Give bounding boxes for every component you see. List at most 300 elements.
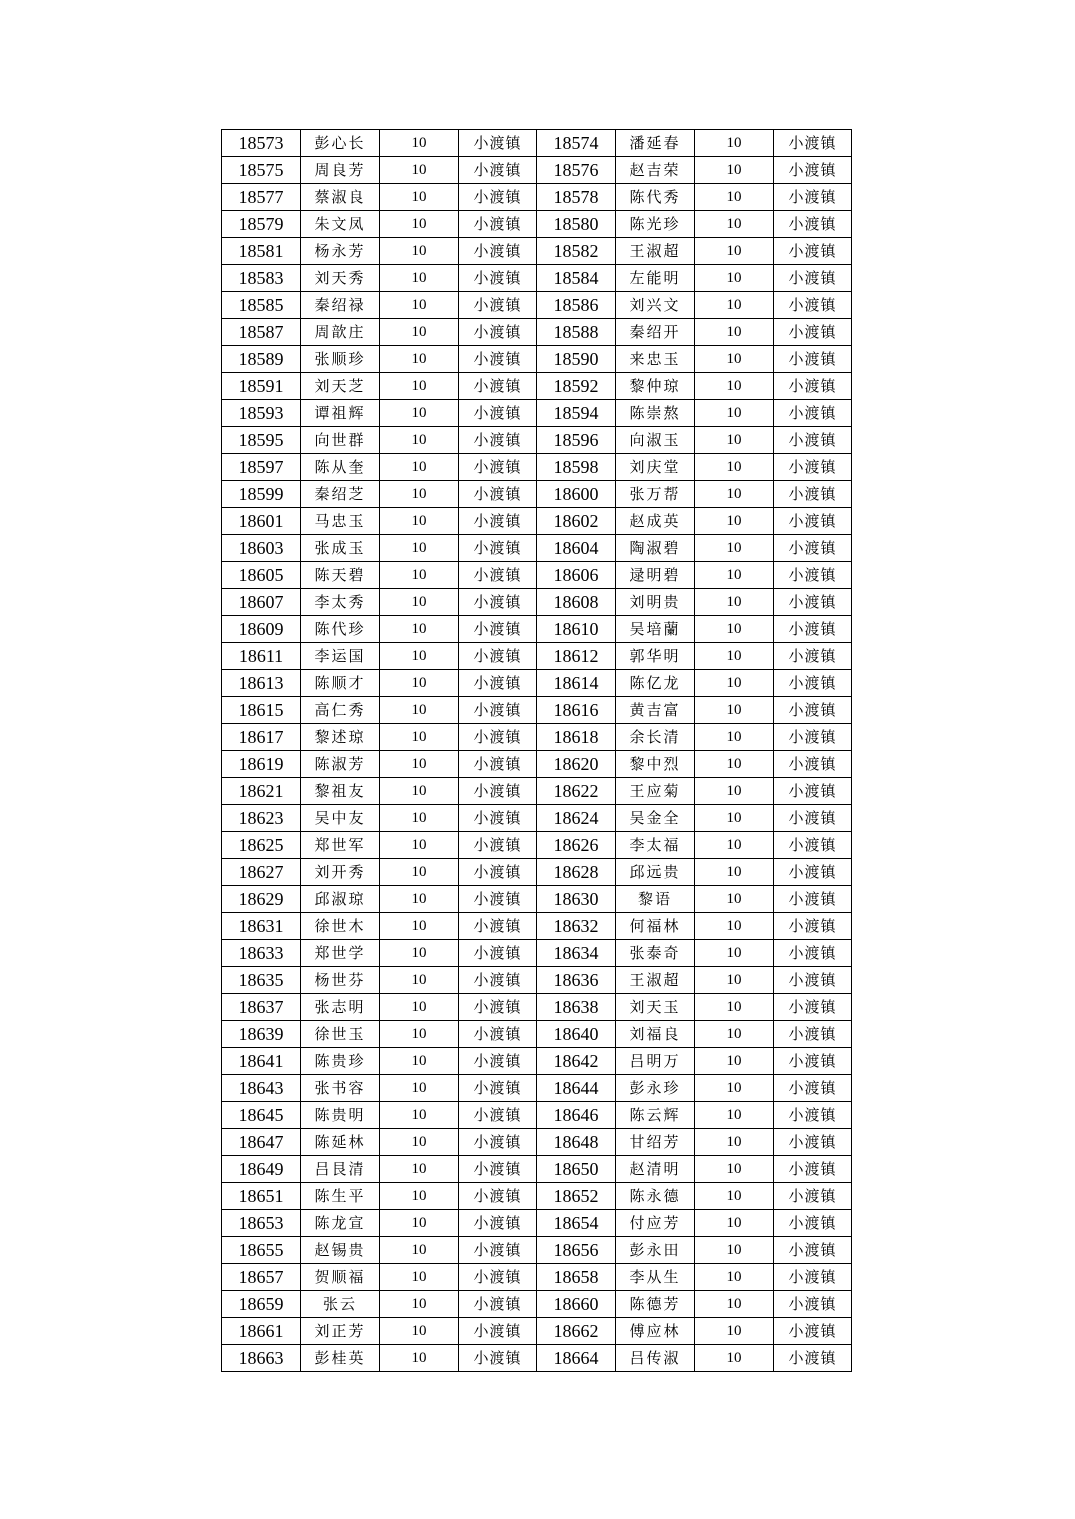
person-name: 甘绍芳 (616, 1129, 695, 1156)
person-name: 刘开秀 (301, 859, 380, 886)
amount: 10 (380, 1210, 459, 1237)
amount: 10 (380, 346, 459, 373)
amount: 10 (380, 1156, 459, 1183)
person-name: 刘天玉 (616, 994, 695, 1021)
amount: 10 (695, 967, 774, 994)
person-name: 王淑超 (616, 967, 695, 994)
town-name: 小渡镇 (459, 1021, 537, 1048)
record-number: 18597 (222, 454, 301, 481)
town-name: 小渡镇 (459, 859, 537, 886)
town-name: 小渡镇 (459, 157, 537, 184)
table-row (222, 778, 852, 805)
person-name: 刘天秀 (301, 265, 380, 292)
town-name: 小渡镇 (774, 373, 852, 400)
table-row (222, 1264, 852, 1291)
person-name: 吴培蘭 (616, 616, 695, 643)
person-name: 陶淑碧 (616, 535, 695, 562)
person-name: 刘正芳 (301, 1318, 380, 1345)
town-name: 小渡镇 (774, 1291, 852, 1318)
person-name: 秦绍开 (616, 319, 695, 346)
record-number: 18574 (537, 130, 616, 157)
amount: 10 (695, 508, 774, 535)
town-name: 小渡镇 (774, 292, 852, 319)
person-name: 何福林 (616, 913, 695, 940)
town-name: 小渡镇 (774, 535, 852, 562)
record-number: 18654 (537, 1210, 616, 1237)
record-number: 18632 (537, 913, 616, 940)
table-row (222, 157, 852, 184)
amount: 10 (695, 1291, 774, 1318)
amount: 10 (380, 589, 459, 616)
person-name: 马忠玉 (301, 508, 380, 535)
table-row (222, 400, 852, 427)
amount: 10 (695, 211, 774, 238)
amount: 10 (380, 562, 459, 589)
record-number: 18636 (537, 967, 616, 994)
town-name: 小渡镇 (774, 400, 852, 427)
amount: 10 (380, 940, 459, 967)
amount: 10 (695, 1237, 774, 1264)
amount: 10 (380, 778, 459, 805)
amount: 10 (695, 778, 774, 805)
record-number: 18592 (537, 373, 616, 400)
person-name: 陈云辉 (616, 1102, 695, 1129)
person-name: 吕传淑 (616, 1345, 695, 1372)
table-row (222, 373, 852, 400)
town-name: 小渡镇 (774, 1021, 852, 1048)
person-name: 杨永芳 (301, 238, 380, 265)
record-number: 18651 (222, 1183, 301, 1210)
town-name: 小渡镇 (459, 292, 537, 319)
record-number: 18664 (537, 1345, 616, 1372)
amount: 10 (695, 1345, 774, 1372)
amount: 10 (380, 1264, 459, 1291)
amount: 10 (695, 1264, 774, 1291)
amount: 10 (695, 1210, 774, 1237)
town-name: 小渡镇 (459, 1183, 537, 1210)
town-name: 小渡镇 (459, 400, 537, 427)
town-name: 小渡镇 (459, 697, 537, 724)
table-row (222, 346, 852, 373)
town-name: 小渡镇 (459, 454, 537, 481)
person-name: 黄吉富 (616, 697, 695, 724)
record-number: 18619 (222, 751, 301, 778)
town-name: 小渡镇 (459, 535, 537, 562)
table-row (222, 994, 852, 1021)
person-name: 李运国 (301, 643, 380, 670)
amount: 10 (380, 751, 459, 778)
town-name: 小渡镇 (774, 130, 852, 157)
town-name: 小渡镇 (774, 751, 852, 778)
person-name: 秦绍禄 (301, 292, 380, 319)
amount: 10 (380, 697, 459, 724)
person-name: 彭桂英 (301, 1345, 380, 1372)
amount: 10 (380, 373, 459, 400)
amount: 10 (380, 1129, 459, 1156)
amount: 10 (695, 454, 774, 481)
amount: 10 (695, 427, 774, 454)
town-name: 小渡镇 (459, 1156, 537, 1183)
record-number: 18579 (222, 211, 301, 238)
record-number: 18618 (537, 724, 616, 751)
amount: 10 (380, 670, 459, 697)
amount: 10 (380, 292, 459, 319)
amount: 10 (380, 319, 459, 346)
record-number: 18584 (537, 265, 616, 292)
record-number: 18578 (537, 184, 616, 211)
person-name: 张万帮 (616, 481, 695, 508)
record-number: 18596 (537, 427, 616, 454)
amount: 10 (695, 1102, 774, 1129)
town-name: 小渡镇 (459, 1345, 537, 1372)
table-row (222, 643, 852, 670)
table-row (222, 724, 852, 751)
amount: 10 (380, 859, 459, 886)
town-name: 小渡镇 (459, 1048, 537, 1075)
town-name: 小渡镇 (459, 589, 537, 616)
record-number: 18653 (222, 1210, 301, 1237)
town-name: 小渡镇 (774, 1345, 852, 1372)
amount: 10 (695, 346, 774, 373)
town-name: 小渡镇 (459, 508, 537, 535)
person-name: 余长清 (616, 724, 695, 751)
record-number: 18638 (537, 994, 616, 1021)
amount: 10 (695, 481, 774, 508)
amount: 10 (380, 967, 459, 994)
town-name: 小渡镇 (459, 211, 537, 238)
town-name: 小渡镇 (459, 778, 537, 805)
record-number: 18656 (537, 1237, 616, 1264)
record-number: 18575 (222, 157, 301, 184)
amount: 10 (380, 535, 459, 562)
person-name: 黎语 (616, 886, 695, 913)
amount: 10 (380, 886, 459, 913)
table-row (222, 1075, 852, 1102)
person-name: 张顺珍 (301, 346, 380, 373)
record-number: 18661 (222, 1318, 301, 1345)
record-number: 18587 (222, 319, 301, 346)
town-name: 小渡镇 (774, 1102, 852, 1129)
record-number: 18662 (537, 1318, 616, 1345)
town-name: 小渡镇 (459, 562, 537, 589)
record-number: 18627 (222, 859, 301, 886)
person-name: 彭永珍 (616, 1075, 695, 1102)
person-name: 蔡淑良 (301, 184, 380, 211)
town-name: 小渡镇 (459, 130, 537, 157)
person-name: 陈永德 (616, 1183, 695, 1210)
record-number: 18614 (537, 670, 616, 697)
person-name: 高仁秀 (301, 697, 380, 724)
table-body (222, 130, 852, 1372)
town-name: 小渡镇 (459, 1237, 537, 1264)
amount: 10 (695, 913, 774, 940)
table-row (222, 1318, 852, 1345)
record-number: 18620 (537, 751, 616, 778)
amount: 10 (695, 373, 774, 400)
record-number: 18580 (537, 211, 616, 238)
person-name: 郑世军 (301, 832, 380, 859)
record-number: 18585 (222, 292, 301, 319)
town-name: 小渡镇 (459, 1264, 537, 1291)
amount: 10 (695, 805, 774, 832)
town-name: 小渡镇 (774, 859, 852, 886)
amount: 10 (695, 1183, 774, 1210)
record-number: 18642 (537, 1048, 616, 1075)
table-row (222, 1102, 852, 1129)
record-number: 18644 (537, 1075, 616, 1102)
amount: 10 (695, 589, 774, 616)
record-number: 18613 (222, 670, 301, 697)
town-name: 小渡镇 (459, 373, 537, 400)
record-number: 18590 (537, 346, 616, 373)
record-number: 18657 (222, 1264, 301, 1291)
amount: 10 (695, 535, 774, 562)
amount: 10 (695, 616, 774, 643)
record-number: 18573 (222, 130, 301, 157)
town-name: 小渡镇 (459, 481, 537, 508)
person-name: 向淑玉 (616, 427, 695, 454)
person-name: 徐世玉 (301, 1021, 380, 1048)
amount: 10 (695, 670, 774, 697)
amount: 10 (380, 184, 459, 211)
person-name: 张成玉 (301, 535, 380, 562)
person-name: 吴中友 (301, 805, 380, 832)
person-name: 徐世木 (301, 913, 380, 940)
town-name: 小渡镇 (774, 1183, 852, 1210)
record-number: 18581 (222, 238, 301, 265)
town-name: 小渡镇 (459, 886, 537, 913)
table-row (222, 1048, 852, 1075)
town-name: 小渡镇 (774, 1129, 852, 1156)
person-name: 周歆庄 (301, 319, 380, 346)
person-name: 王淑超 (616, 238, 695, 265)
person-name: 郭华明 (616, 643, 695, 670)
town-name: 小渡镇 (459, 616, 537, 643)
person-name: 赵成英 (616, 508, 695, 535)
amount: 10 (695, 292, 774, 319)
town-name: 小渡镇 (459, 1318, 537, 1345)
person-name: 赵清明 (616, 1156, 695, 1183)
record-number: 18616 (537, 697, 616, 724)
amount: 10 (380, 1075, 459, 1102)
amount: 10 (695, 319, 774, 346)
amount: 10 (380, 1291, 459, 1318)
person-name: 张书容 (301, 1075, 380, 1102)
amount: 10 (695, 130, 774, 157)
amount: 10 (695, 238, 774, 265)
amount: 10 (380, 130, 459, 157)
town-name: 小渡镇 (774, 1264, 852, 1291)
person-name: 秦绍芝 (301, 481, 380, 508)
record-number: 18589 (222, 346, 301, 373)
amount: 10 (695, 697, 774, 724)
amount: 10 (695, 1048, 774, 1075)
person-name: 邱淑琼 (301, 886, 380, 913)
amount: 10 (695, 1156, 774, 1183)
record-number: 18577 (222, 184, 301, 211)
table-row (222, 1237, 852, 1264)
recipient-table (221, 129, 852, 1372)
town-name: 小渡镇 (774, 805, 852, 832)
table-row (222, 589, 852, 616)
person-name: 黎述琼 (301, 724, 380, 751)
person-name: 刘明贵 (616, 589, 695, 616)
town-name: 小渡镇 (774, 886, 852, 913)
town-name: 小渡镇 (774, 724, 852, 751)
record-number: 18624 (537, 805, 616, 832)
town-name: 小渡镇 (774, 508, 852, 535)
table-row (222, 454, 852, 481)
person-name: 赵锡贵 (301, 1237, 380, 1264)
person-name: 吕明万 (616, 1048, 695, 1075)
town-name: 小渡镇 (459, 1129, 537, 1156)
amount: 10 (695, 1129, 774, 1156)
person-name: 黎祖友 (301, 778, 380, 805)
person-name: 付应芳 (616, 1210, 695, 1237)
town-name: 小渡镇 (459, 724, 537, 751)
amount: 10 (380, 1237, 459, 1264)
table-row (222, 508, 852, 535)
town-name: 小渡镇 (774, 346, 852, 373)
town-name: 小渡镇 (774, 562, 852, 589)
record-number: 18591 (222, 373, 301, 400)
amount: 10 (695, 859, 774, 886)
record-number: 18626 (537, 832, 616, 859)
person-name: 陈代秀 (616, 184, 695, 211)
amount: 10 (380, 238, 459, 265)
person-name: 吴金全 (616, 805, 695, 832)
amount: 10 (380, 913, 459, 940)
amount: 10 (380, 724, 459, 751)
table-row (222, 184, 852, 211)
amount: 10 (380, 157, 459, 184)
record-number: 18630 (537, 886, 616, 913)
amount: 10 (695, 724, 774, 751)
record-number: 18576 (537, 157, 616, 184)
person-name: 刘福良 (616, 1021, 695, 1048)
amount: 10 (695, 832, 774, 859)
amount: 10 (695, 886, 774, 913)
person-name: 郑世学 (301, 940, 380, 967)
town-name: 小渡镇 (459, 832, 537, 859)
record-number: 18646 (537, 1102, 616, 1129)
table-row (222, 832, 852, 859)
town-name: 小渡镇 (774, 265, 852, 292)
table-row (222, 130, 852, 157)
town-name: 小渡镇 (459, 670, 537, 697)
record-number: 18631 (222, 913, 301, 940)
person-name: 张志明 (301, 994, 380, 1021)
person-name: 刘庆堂 (616, 454, 695, 481)
amount: 10 (380, 616, 459, 643)
amount: 10 (695, 643, 774, 670)
amount: 10 (380, 265, 459, 292)
amount: 10 (380, 832, 459, 859)
town-name: 小渡镇 (774, 1237, 852, 1264)
table-row (222, 1345, 852, 1372)
person-name: 杨世芬 (301, 967, 380, 994)
amount: 10 (380, 994, 459, 1021)
amount: 10 (380, 805, 459, 832)
record-number: 18610 (537, 616, 616, 643)
table-row (222, 670, 852, 697)
town-name: 小渡镇 (774, 967, 852, 994)
record-number: 18633 (222, 940, 301, 967)
amount: 10 (695, 157, 774, 184)
record-number: 18600 (537, 481, 616, 508)
person-name: 陈亿龙 (616, 670, 695, 697)
person-name: 李太秀 (301, 589, 380, 616)
table-row (222, 427, 852, 454)
table-row (222, 265, 852, 292)
town-name: 小渡镇 (774, 157, 852, 184)
table-row (222, 805, 852, 832)
town-name: 小渡镇 (459, 265, 537, 292)
amount: 10 (695, 265, 774, 292)
record-number: 18617 (222, 724, 301, 751)
amount: 10 (695, 994, 774, 1021)
person-name: 李太福 (616, 832, 695, 859)
table-row (222, 886, 852, 913)
town-name: 小渡镇 (774, 832, 852, 859)
amount: 10 (695, 751, 774, 778)
record-number: 18637 (222, 994, 301, 1021)
table-row (222, 1291, 852, 1318)
record-number: 18612 (537, 643, 616, 670)
amount: 10 (380, 1183, 459, 1210)
record-number: 18602 (537, 508, 616, 535)
record-number: 18582 (537, 238, 616, 265)
record-number: 18621 (222, 778, 301, 805)
person-name: 刘兴文 (616, 292, 695, 319)
table-row (222, 1021, 852, 1048)
person-name: 来忠玉 (616, 346, 695, 373)
record-number: 18588 (537, 319, 616, 346)
record-number: 18594 (537, 400, 616, 427)
amount: 10 (695, 1075, 774, 1102)
person-name: 赵吉荣 (616, 157, 695, 184)
person-name: 彭永田 (616, 1237, 695, 1264)
town-name: 小渡镇 (459, 913, 537, 940)
record-number: 18611 (222, 643, 301, 670)
record-number: 18623 (222, 805, 301, 832)
table-row (222, 562, 852, 589)
amount: 10 (380, 454, 459, 481)
person-name: 刘天芝 (301, 373, 380, 400)
person-name: 吕艮清 (301, 1156, 380, 1183)
amount: 10 (380, 211, 459, 238)
person-name: 陈从奎 (301, 454, 380, 481)
record-number: 18622 (537, 778, 616, 805)
record-number: 18660 (537, 1291, 616, 1318)
town-name: 小渡镇 (774, 940, 852, 967)
person-name: 向世群 (301, 427, 380, 454)
person-name: 陈淑芳 (301, 751, 380, 778)
table-row (222, 481, 852, 508)
amount: 10 (380, 1048, 459, 1075)
town-name: 小渡镇 (774, 1156, 852, 1183)
record-number: 18609 (222, 616, 301, 643)
record-number: 18629 (222, 886, 301, 913)
record-number: 18648 (537, 1129, 616, 1156)
town-name: 小渡镇 (459, 184, 537, 211)
town-name: 小渡镇 (459, 751, 537, 778)
record-number: 18625 (222, 832, 301, 859)
person-name: 黎中烈 (616, 751, 695, 778)
record-number: 18605 (222, 562, 301, 589)
amount: 10 (695, 1318, 774, 1345)
person-name: 王应菊 (616, 778, 695, 805)
